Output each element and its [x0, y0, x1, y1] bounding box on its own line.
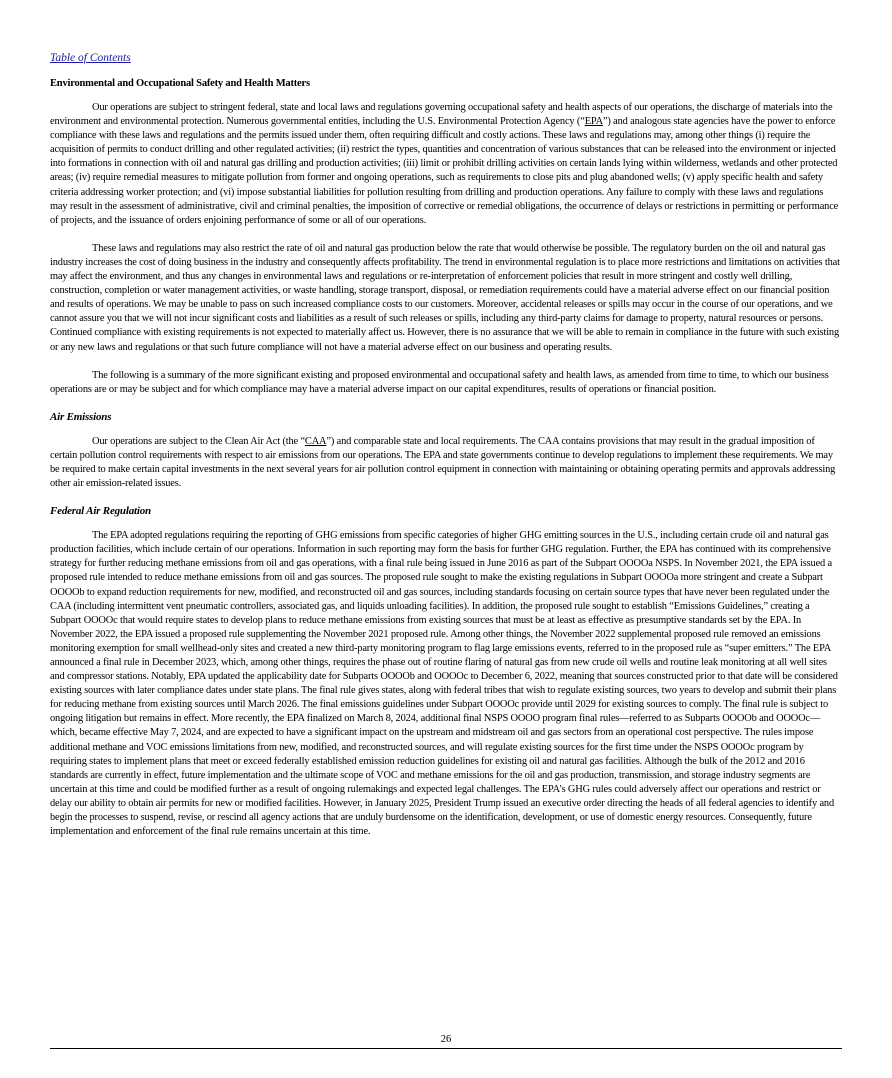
paragraph-ghg-regulation: The EPA adopted regulations requiring the reporting of GHG emissions from specific categories of higher GHG emitting sources in the U.S., including certain crude oil and natural gas production facilities, which include certain of our operations. Information in such reporting may form the basis for further GHG regulation. Further, the EPA has continued with its comprehensive strategy for further reducing methane emissions from oil and gas operations, with a final rule being issued in June 2016 as part of the Subpart OOOOa NSPS. In November 2021, the EPA issued a proposed rule intended to reduce methane emissions from oil and gas sources. The proposed rule sought to make the existing regulations in Subpart OOOOa more stringent and create a Subpart OOOOb to expand reduction requirements for new, modified, and reconstructed oil and gas sources, including standards focusing on certain source types that have never been regulated under the CAA (including intermittent vent pneumatic controllers, associated gas, and liquids unloading facilities). In addition, the proposed rule sought to establish “Emissions Guidelines,” creating a Subpart OOOOc that would require states to develop plans to reduce methane emissions from existing sources that must be at least as effective as presumptive standards set by the EPA. In November 2022, the EPA issued a proposed rule supplementing the November 2021 proposed rule. Among other things, the November 2022 supplemental proposed rule removed an emissions monitoring exemption for small wellhead-only sites and created a new third-party monitoring program to flag large emissions events, referred to in the proposed rule as “super emitters.” The EPA announced a final rule in December 2023, which, among other things, requires the phase out of routine flaring of natural gas from new crude oil wells and routine leak monitoring at all well sites and compressor stations. Notably, EPA updated the applicability date for Subparts OOOOb and OOOOc to December 6, 2022, meaning that sources constructed prior to that date will be considered existing sources with later compliance dates under state plans. The final rule gives states, along with federal tribes that wish to regulate existing sources, two years to develop and submit their plans for reducing methane from existing sources until March 2026. The final emissions guidelines under Subpart OOOOc provide until 2029 for existing sources to comply. The final rule is subject to ongoing litigation but remains in effect. More recently, the EPA finalized on March 8, 2024, additional final NSPS OOOO program final rules—referred to as Subparts OOOOb and OOOOc—which, became effective May 7, 2024, and are expected to have a significant impact on the upstream and midstream oil and gas sectors from an operational cost perspective. The rules impose additional methane and VOC emissions limitations from new, modified, and reconstructed sources, and will regulate existing sources for the first time under the NSPS OOOOc program by requiring states to implement plans that meet or exceed federally established emission reduction guidelines for existing oil and natural gas facilities. Although the bulk of the 2012 and 2016 standards are currently in effect, future implementation and the ultimate scope of VOC and methane emissions for the oil and gas production, transmission, and storage industry segments are uncertain at this time and could be modified further as a result of ongoing rulemakings and expected legal challenges. The EPA’s GHG rules could adversely affect our operations and restrict or delay our ability to obtain air permits for new or modified facilities. However, in January 2025, President Trump issued an executive order directing the heads of all federal agencies to identify and begin the processes to suspend, revise, or rescind all agency actions that are unduly burdensome on the identification, development, or use of domestic energy resources. Consequently, future implementation and enforcement of the final rule remains uncertain at this time.	[50, 530, 838, 838]
paragraph-text: ”) and comparable state and local requirements. The CAA contains provisions that may result in the gradual imposition of certain pollution control requirements with respect to air emissions from our operations. The EPA and state governments continue to develop regulations to implement these requirements. We may be required to make certain capital investments in the next several years for air pollution control equipment in connection with maintaining or obtaining operating permits and approvals addressing other air emission-related issues.	[50, 435, 836, 490]
paragraph-laws-overview	[50, 101, 842, 228]
paragraph-regulatory-burden: These laws and regulations may also restrict the rate of oil and natural gas production below the rate that would otherwise be possible. The regulatory burden on the oil and natural gas industry increases the cost of doing business in the industry and consequently affects profitability. The trend in environmental regulation is to place more restrictions and limitations on activities that may affect the environment, and thus any changes in environmental laws and regulations or re-interpretation of enforcement policies that result in more stringent and costly well drilling, construction, completion or water management activities, or waste handling, storage transport, disposal, or remediation requirements could have a material adverse effect on our financial position and results of operations. We may be unable to pass on such increased compliance costs to our customers. Moreover, accidental releases or spills may occur in the course of our operations, and we cannot assure you that we will not incur significant costs and liabilities as a result of such releases or spills, including any third-party claims for damage to property, natural resources or persons. Continued compliance with existing requirements is not expected to materially affect us. However, there is no assurance that we will be able to remain in compliance in the future with such existing or any new laws and regulations or that such future compliance will not have a material adverse effect on our business and operating results.	[50, 242, 840, 353]
footer-divider	[50, 1048, 842, 1049]
page-number: 26	[440, 1034, 452, 1045]
paragraph-summary-intro: The following is a summary of the more significant existing and proposed environmental and occupational safety and health laws, as amended from time to time, to which our business operations are or may be subject and for which compliance may have a material adverse impact on our capital expenditures, results of operations or financial position.	[50, 369, 829, 395]
document-page	[50, 52, 842, 853]
heading-federal-air-regulation: Federal Air Regulation	[50, 505, 151, 518]
paragraph-text: Our operations are subject to the Clean Air Act (the “	[92, 435, 305, 447]
paragraph-text: Our operations are subject to stringent federal, state and local laws and regulations governing occupational safety and health aspects of our operations, the discharge of materials into the environment and environmental protection. Numerous governmental entities, including the U.S. Environmental Protection Agency (“	[50, 102, 833, 128]
abbreviation-caa: CAA	[304, 435, 327, 447]
paragraph-text: ”) and analogous state agencies have the power to enforce compliance with these laws and regulations and the permits issued under them, often requiring difficult and costly actions. These laws and regulations may, among other things (i) require the acquisition of permits to conduct drilling and other regulated activities; (ii) restrict the types, quantities and concentration of various substances that can be released into the environment or injected into formations in connection with oil and natural gas drilling and production activities; (iii) limit or prohibit drilling activities on certain lands lying within wilderness, wetlands and other protected areas; (iv) require remedial measures to mitigate pollution from former and ongoing operations, such as requirements to close pits and plug abandoned wells; (v) apply specific health and safety criteria addressing worker protection; and (vi) impose substantial liabilities for pollution resulting from drilling and production operations. Any failure to comply with these laws and regulations may result in the assessment of administrative, civil and criminal penalties, the imposition of corrective or remedial obligations, the occurrence of delays or restrictions in permitting or performance of projects, and the issuance of orders enjoining performance of some or all of our operations.	[50, 116, 839, 226]
heading-air-emissions: Air Emissions	[50, 410, 112, 423]
section-heading-environmental: Environmental and Occupational Safety and Health Matters	[50, 78, 310, 89]
table-of-contents-link[interactable]: Table of Contents	[50, 52, 131, 64]
abbreviation-epa: EPA	[584, 116, 603, 128]
paragraph-clean-air-act	[50, 435, 842, 491]
